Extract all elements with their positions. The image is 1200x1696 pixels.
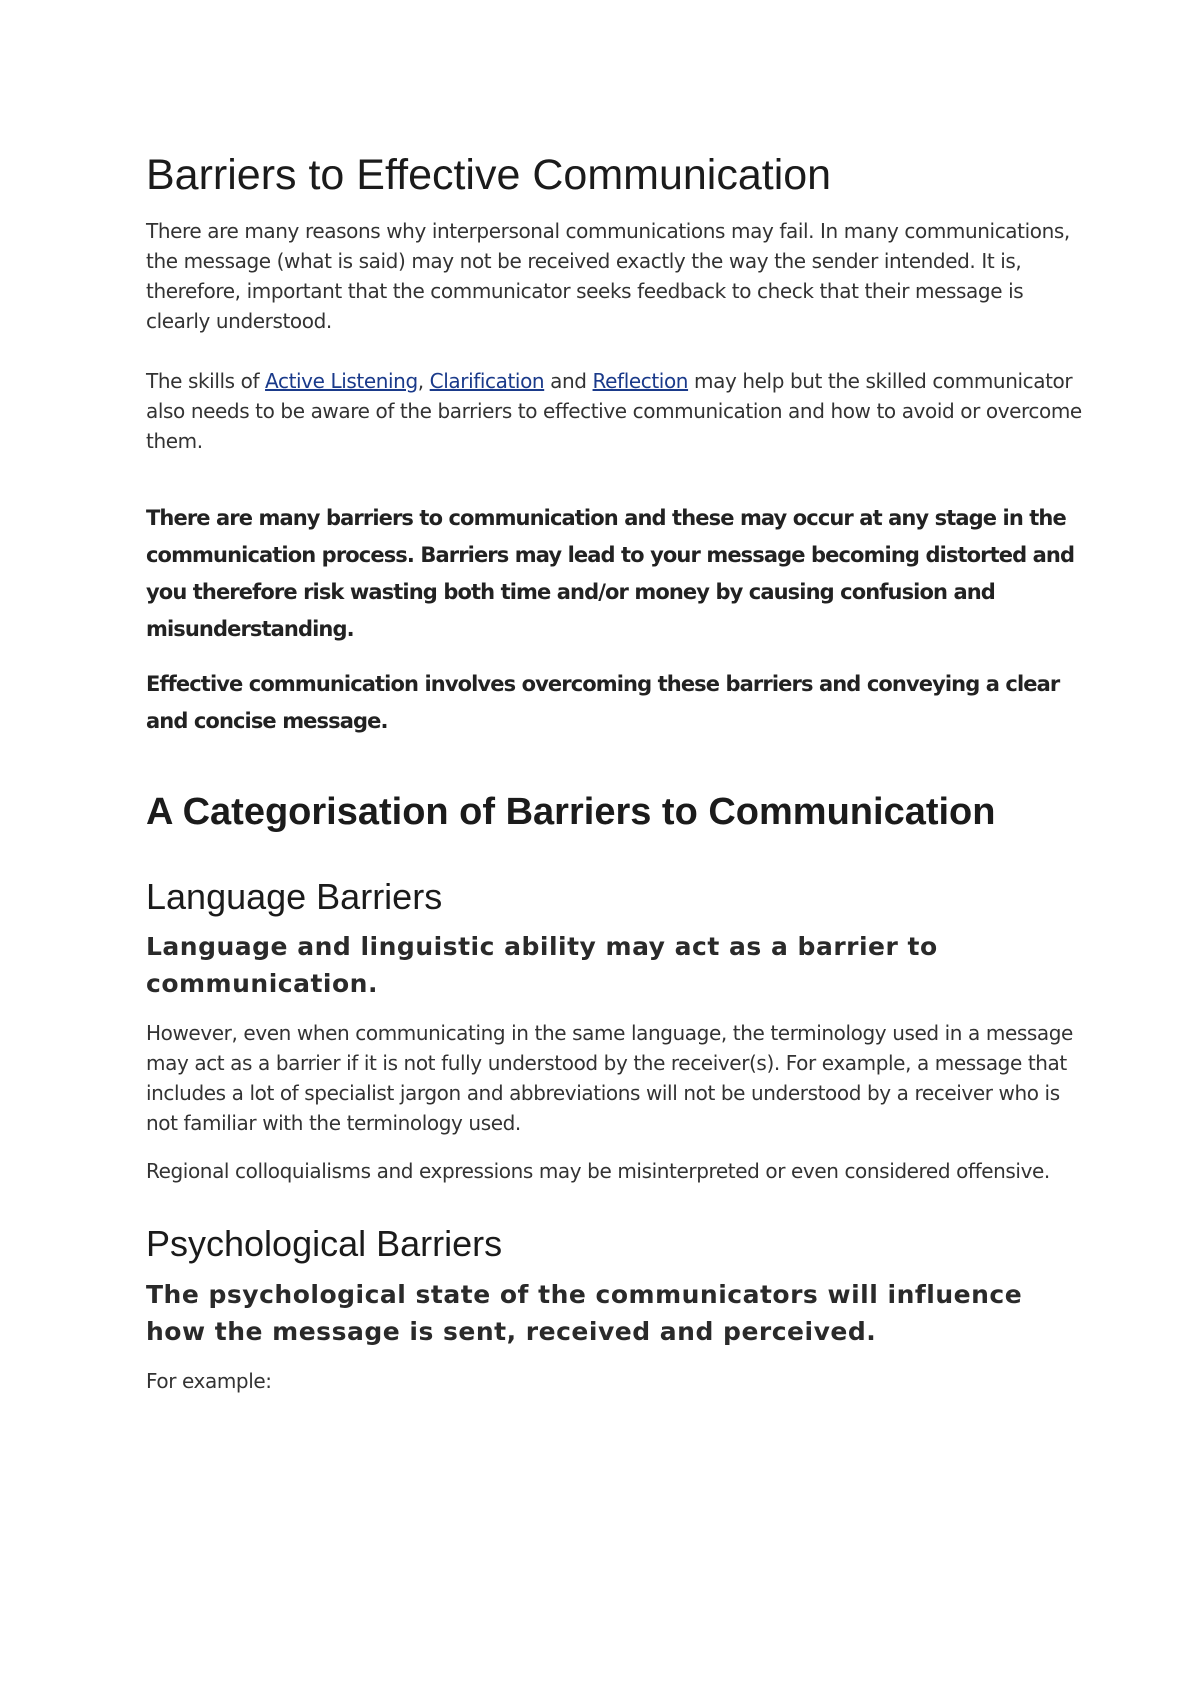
intro-comma: , [417, 368, 430, 393]
intro-and: and [544, 368, 593, 393]
page-title: Barriers to Effective Communication [146, 151, 832, 199]
psychological-paragraph-1: For example: [146, 1368, 272, 1393]
barriers-bold-paragraph-1: There are many barriers to communication and these may occur at any stage in the communication process. Barriers may lead to your message becoming distorted and you therefore risk wasting both time and/or money by causing confusion and misunderstanding. [146, 505, 1075, 641]
language-paragraph-2: Regional colloquialisms and expressions may be misinterpreted or even considered offensive. [146, 1159, 1050, 1184]
psychological-barriers-subheading: The psychological state of the communicators will influence how the message is sent, received and perceived. [146, 1279, 1023, 1346]
spacer [146, 486, 1086, 500]
reflection-link[interactable]: Reflection [592, 368, 689, 393]
intro-paragraph-1: There are many reasons why interpersonal communications may fail. In many communications, the message (what is said) may not be received exactly the way the sender intended. It is, therefore, important that the communicator seeks feedback to check that their message is clearly understood. [146, 218, 1070, 333]
intro-paragraph-2 [146, 366, 1086, 456]
categorisation-heading: A Categorisation of Barriers to Communication [146, 790, 996, 833]
clarification-link[interactable]: Clarification [429, 368, 545, 393]
intro-p2-suffix: may help but the skilled communicator also needs to be aware of the barriers to effective communication and how to avoid or overcome them. [146, 368, 1082, 453]
barriers-bold-paragraph-2: Effective communication involves overcoming these barriers and conveying a clear and concise message. [146, 671, 1060, 733]
document-page [146, 150, 1086, 1426]
intro-p2-prefix: The skills of [146, 368, 266, 393]
language-barriers-heading: Language Barriers [146, 876, 443, 918]
psychological-barriers-heading: Psychological Barriers [146, 1223, 503, 1265]
language-paragraph-1: However, even when communicating in the same language, the terminology used in a message may act as a barrier if it is not fully understood by the receiver(s). For example, a message that includes a lot of specialist jargon and abbreviations will not be understood by a receiver who is not familiar with the terminology used. [146, 1021, 1073, 1136]
active-listening-link[interactable]: Active Listening [265, 368, 418, 393]
language-barriers-subheading: Language and linguistic ability may act as a barrier to communication. [146, 932, 938, 999]
